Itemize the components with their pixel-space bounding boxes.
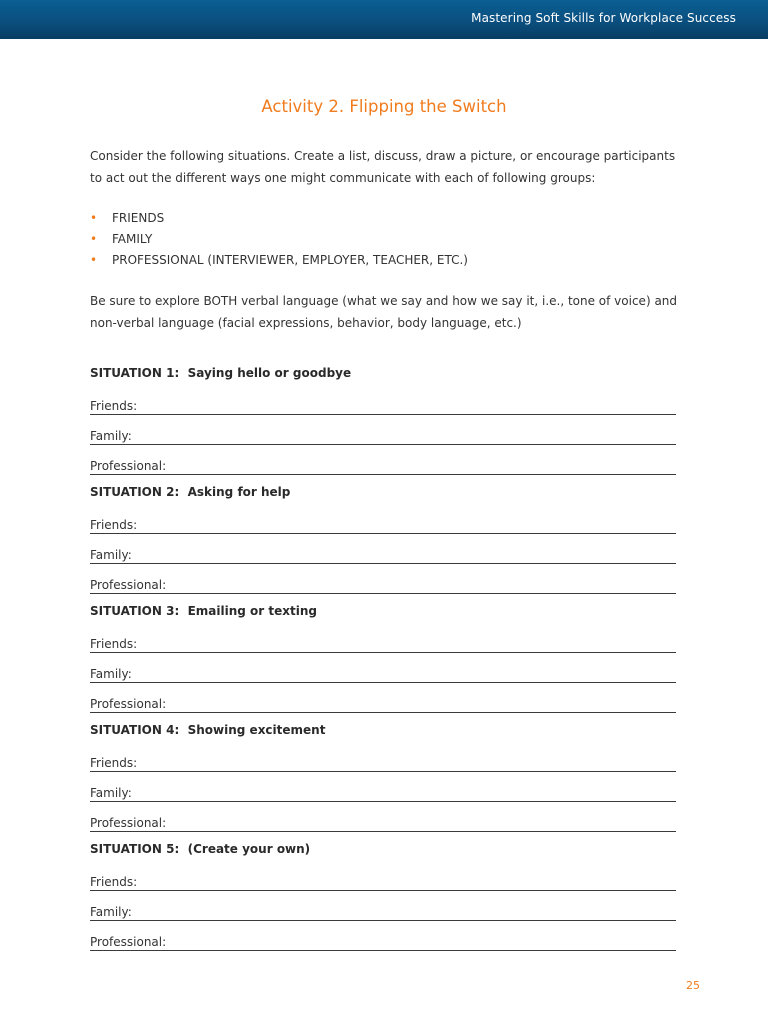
answer-line-friends[interactable] [90,862,676,891]
answer-line-label: Professional: [90,697,167,711]
bullet-dot-icon: • [90,253,98,267]
bullet-text: PROFESSIONAL (INTERVIEWER, EMPLOYER, TEACHER, ETC.) [112,253,468,267]
situation-block [90,599,676,713]
situation-text: Emailing or texting [187,604,317,618]
answer-line-label: Friends: [90,637,138,651]
situation-text: Asking for help [187,485,291,499]
situation-text: (Create your own) [187,842,311,856]
bullet-dot-icon: • [90,232,98,246]
group-bullet-list [90,208,468,271]
answer-line-label: Professional: [90,578,167,592]
answer-line-friends[interactable] [90,624,676,653]
bullet-text: FAMILY [112,232,153,246]
answer-line-label: Friends: [90,399,138,413]
answer-line-family[interactable] [90,773,676,802]
answer-line-family[interactable] [90,654,676,683]
answer-line-professional[interactable] [90,565,676,594]
answer-line-professional[interactable] [90,684,676,713]
situation-block [90,718,676,832]
bullet-text: FRIENDS [112,211,165,225]
bullet-dot-icon: • [90,211,98,225]
situation-label: SITUATION 4: [90,723,180,737]
answer-line-label: Friends: [90,756,138,770]
activity-title: Activity 2. Flipping the Switch [261,97,507,116]
answer-line-label: Friends: [90,875,138,889]
answer-line-family[interactable] [90,892,676,921]
situation-text: Showing excitement [187,723,326,737]
answer-line-label: Family: [90,905,132,919]
situation-block [90,361,676,475]
answer-line-professional[interactable] [90,446,676,475]
header-bar [0,0,768,39]
answer-line-friends[interactable] [90,505,676,534]
situation-label: SITUATION 5: [90,842,180,856]
answer-line-family[interactable] [90,416,676,445]
answer-line-label: Friends: [90,518,138,532]
answer-line-label: Professional: [90,816,167,830]
explore-paragraph: Be sure to explore BOTH verbal language (what we say and how we say it, i.e., tone of voice) and non-verbal language (facial expressions, behavior, body language, etc.) [90,294,678,330]
page-number: 25 [686,979,700,992]
situation-heading [90,837,676,861]
answer-line-friends[interactable] [90,386,676,415]
answer-line-label: Professional: [90,935,167,949]
answer-line-label: Family: [90,548,132,562]
answer-line-professional[interactable] [90,803,676,832]
situation-block [90,480,676,594]
situation-heading [90,361,676,385]
answer-line-friends[interactable] [90,743,676,772]
situation-label: SITUATION 1: [90,366,180,380]
intro-paragraph: Consider the following situations. Create a list, discuss, draw a picture, or encourage participants to act out the different ways one might communicate with each of following groups: [90,149,676,185]
answer-line-label: Professional: [90,459,167,473]
situation-heading [90,599,676,623]
answer-line-label: Family: [90,667,132,681]
bullet-item [90,208,468,229]
answer-line-family[interactable] [90,535,676,564]
situation-text: Saying hello or goodbye [187,366,352,380]
situation-heading [90,718,676,742]
bullet-item [90,250,468,271]
situation-block [90,837,676,951]
header-title: Mastering Soft Skills for Workplace Success [471,11,736,25]
answer-line-professional[interactable] [90,922,676,951]
bullet-item [90,229,468,250]
situation-label: SITUATION 3: [90,604,180,618]
answer-line-label: Family: [90,786,132,800]
situations-list [90,361,676,956]
answer-line-label: Family: [90,429,132,443]
situation-label: SITUATION 2: [90,485,180,499]
situation-heading [90,480,676,504]
